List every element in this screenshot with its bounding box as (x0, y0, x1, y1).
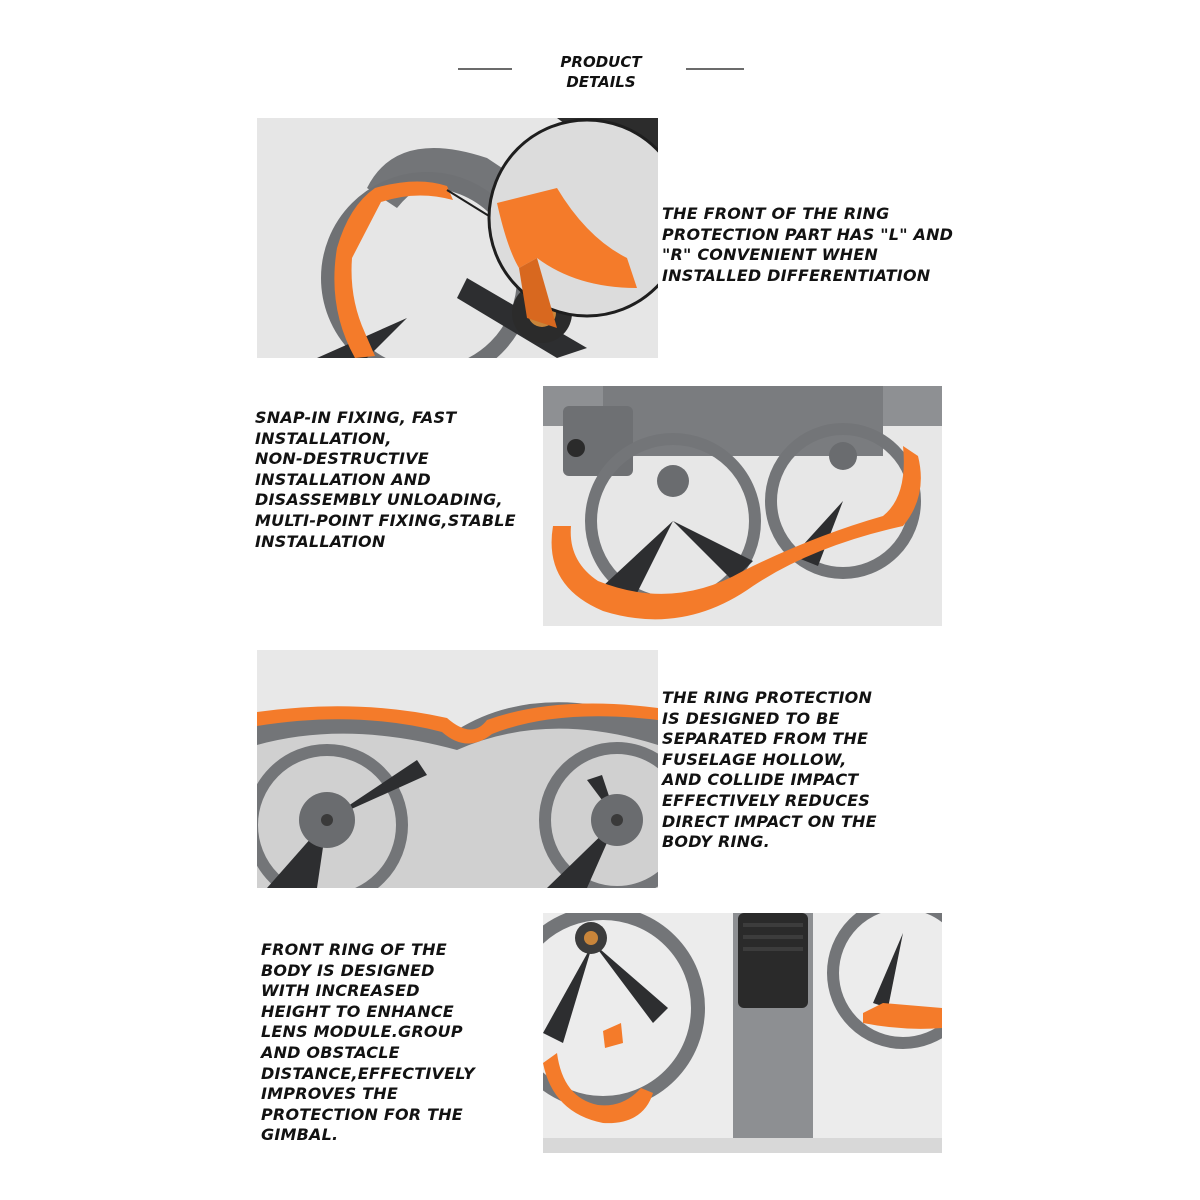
heading-divider-right (686, 68, 744, 70)
caption-line: FUSELAGE HOLLOW, (662, 749, 847, 769)
caption-line: DISASSEMBLY UNLOADING, (255, 490, 503, 510)
caption-line: AND COLLIDE IMPACT (662, 770, 859, 790)
caption-line: THE RING PROTECTION (662, 688, 873, 707)
caption-line: INSTALLED DIFFERENTIATION (662, 265, 931, 285)
caption-line: GIMBAL. (261, 1125, 339, 1145)
caption-front-ring-height (261, 940, 475, 1146)
caption-line: DISTANCE,EFFECTIVELY (261, 1063, 475, 1083)
caption-line: DIRECT IMPACT ON THE (662, 811, 877, 831)
photo-drone-with-ring (543, 386, 942, 626)
caption-line: PROTECTION FOR THE (261, 1104, 463, 1124)
photo-ring-separated (257, 650, 658, 888)
heading-line-1: PRODUCT (560, 53, 642, 71)
caption-line: FRONT RING OF THE (261, 940, 447, 959)
page-heading (548, 52, 654, 92)
caption-line: HEIGHT TO ENHANCE (261, 1001, 454, 1021)
caption-line: INSTALLATION (255, 531, 386, 551)
caption-line: BODY IS DESIGNED (261, 960, 435, 980)
caption-line: "R" CONVENIENT WHEN (662, 245, 878, 265)
heading-divider-left (458, 68, 512, 70)
caption-line: IS DESIGNED TO BE (662, 708, 840, 728)
caption-line: SNAP-IN FIXING, FAST (255, 408, 457, 427)
caption-line: INSTALLATION, (255, 428, 392, 448)
caption-line: WITH INCREASED (261, 981, 420, 1001)
caption-snap-in-fixing (255, 408, 516, 552)
caption-line: PROTECTION PART HAS "L" AND (662, 224, 954, 244)
heading-line-2: DETAILS (566, 73, 636, 91)
caption-ring-l-r (662, 204, 953, 286)
caption-line: NON-DESTRUCTIVE (255, 449, 429, 469)
caption-line: LENS MODULE.GROUP (261, 1022, 463, 1042)
caption-line: EFFECTIVELY REDUCES (662, 790, 871, 810)
caption-line: AND OBSTACLE (261, 1042, 400, 1062)
caption-line: BODY RING. (662, 832, 770, 852)
caption-line: INSTALLATION AND (255, 469, 431, 489)
caption-ring-protection (662, 688, 877, 853)
photo-front-ring-gimbal (543, 913, 942, 1153)
caption-line: IMPROVES THE (261, 1084, 398, 1104)
photo-ring-l-r-closeup (257, 118, 658, 358)
caption-line: SEPARATED FROM THE (662, 729, 869, 749)
caption-line: THE FRONT OF THE RING (662, 204, 890, 223)
caption-line: MULTI-POINT FIXING,STABLE (255, 510, 516, 530)
